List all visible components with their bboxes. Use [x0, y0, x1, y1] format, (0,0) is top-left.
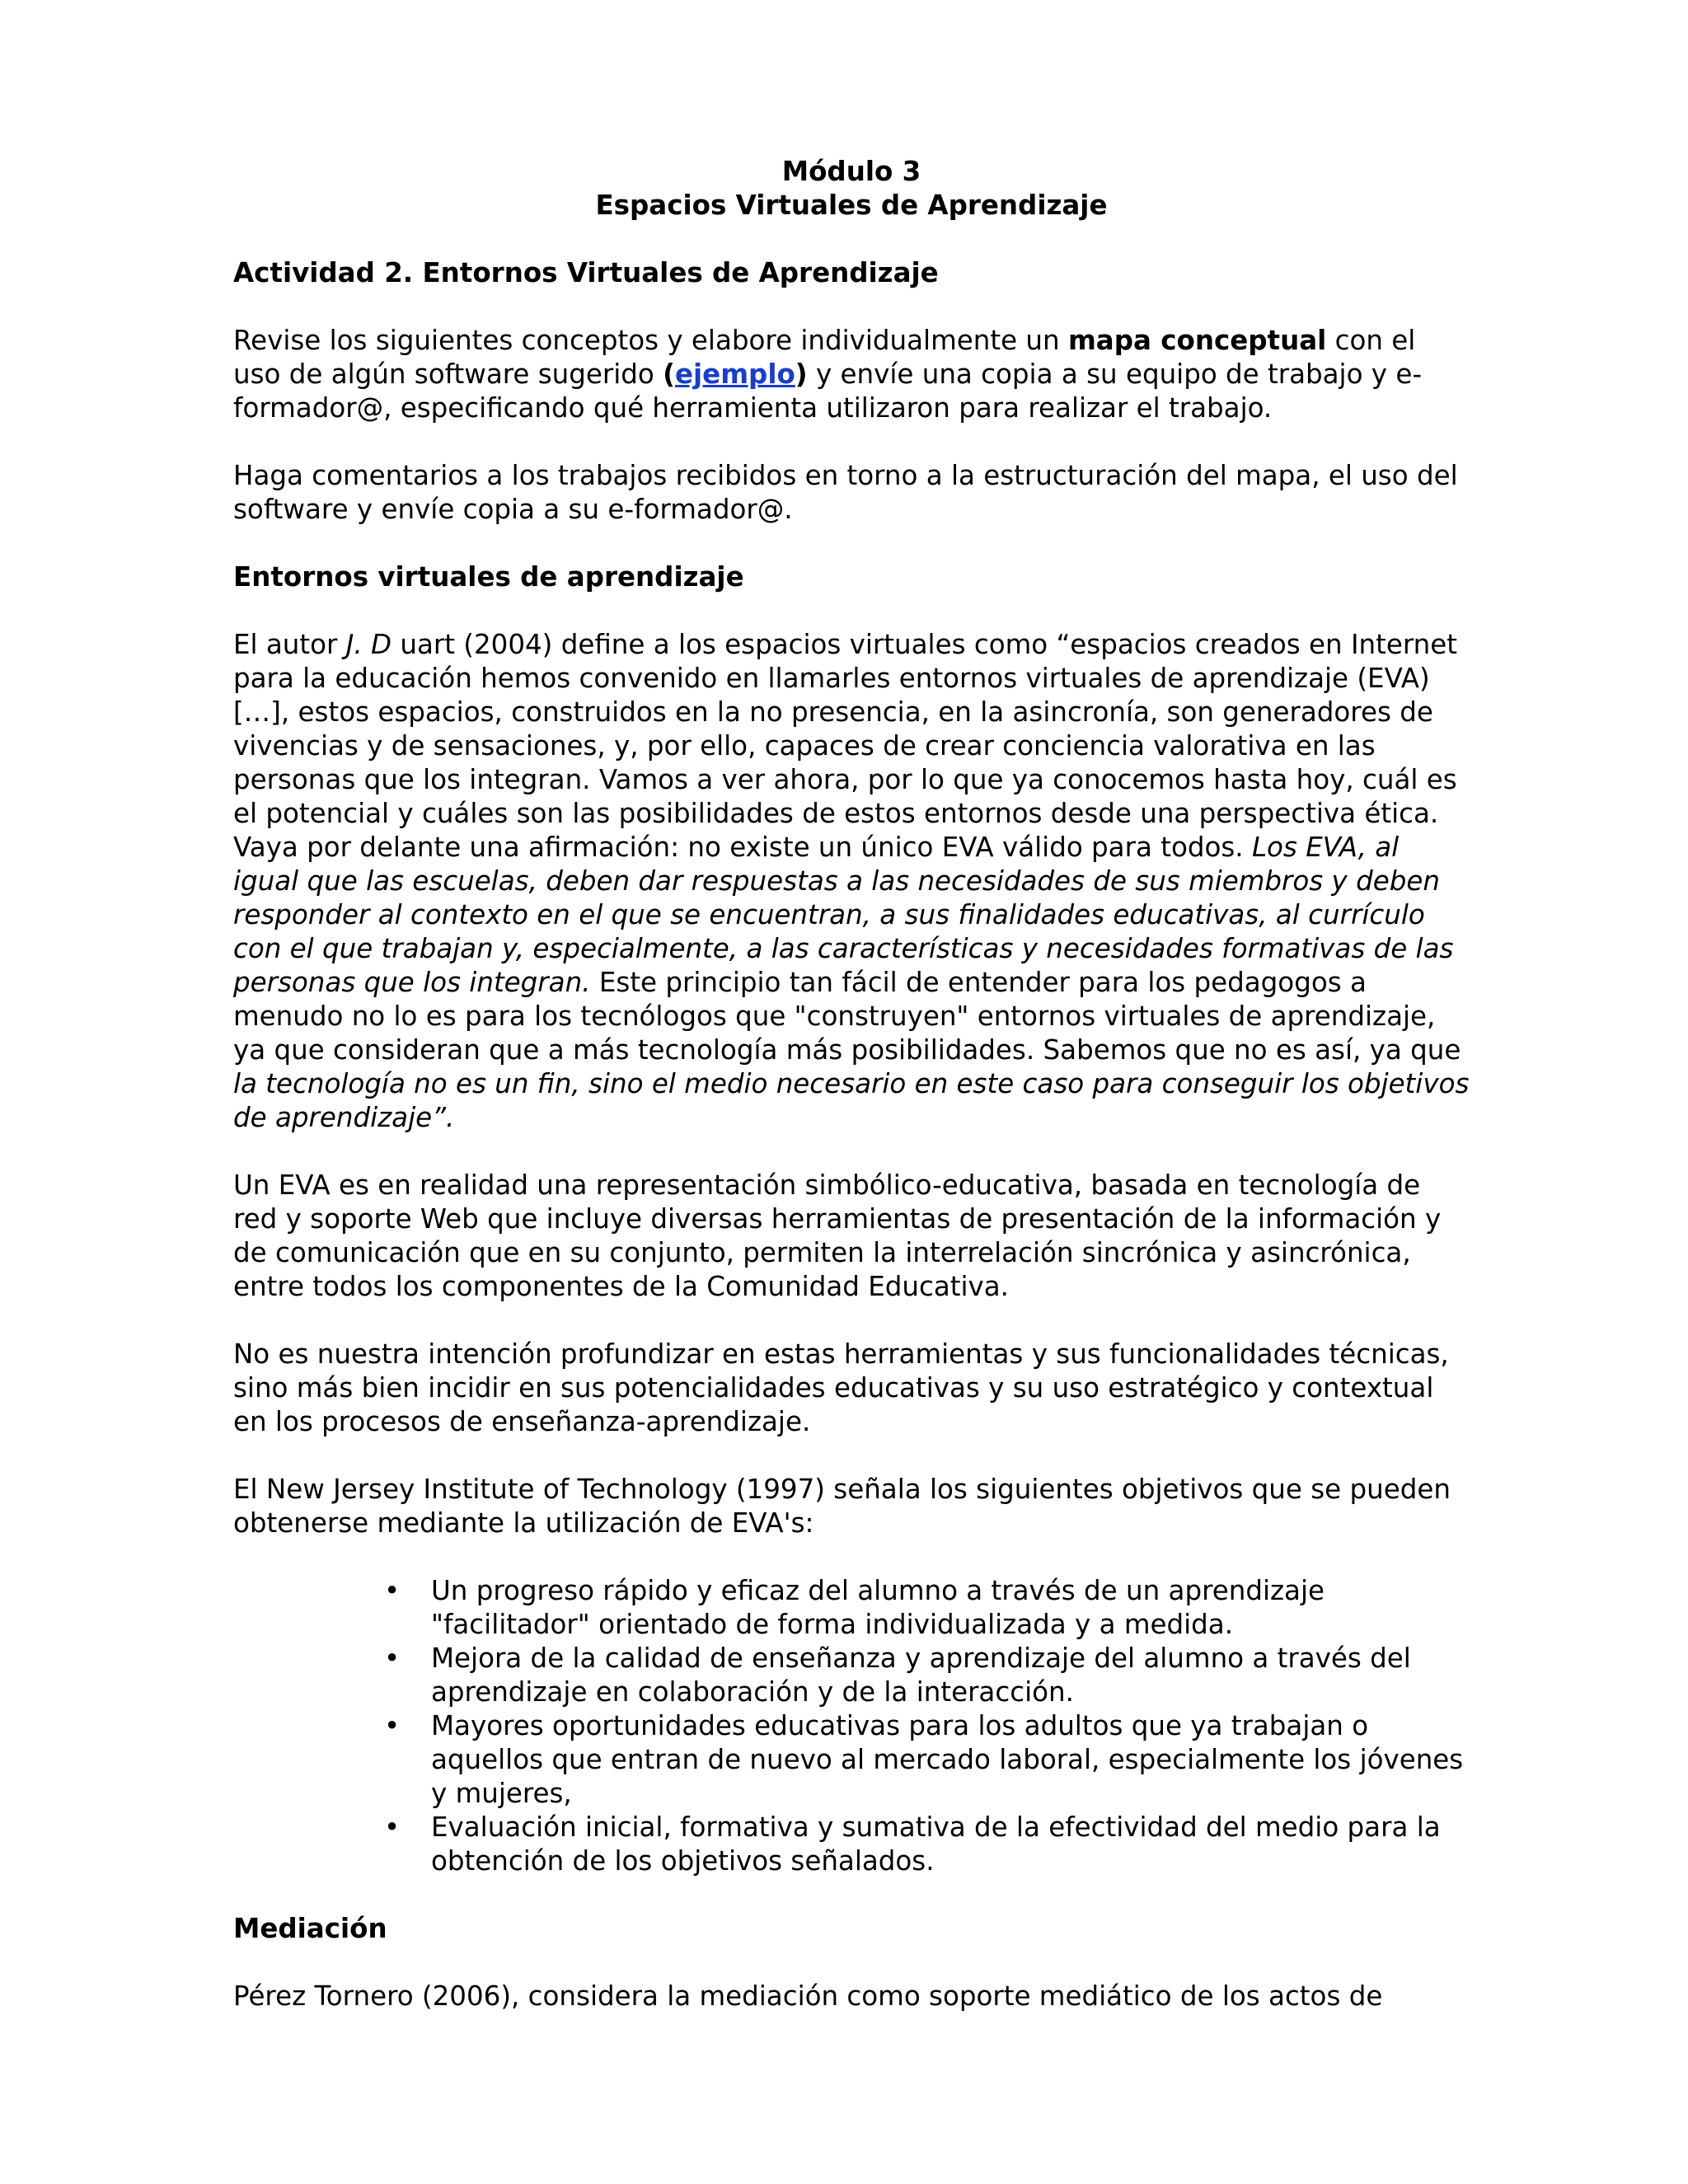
document-header	[233, 155, 1470, 223]
mediation-heading: Mediación	[233, 1913, 387, 1944]
eva-section-heading: Entornos virtuales de aprendizaje	[233, 561, 744, 593]
list-item: • Mejora de la calidad de enseñanza y aprendizaje del alumno a través del aprendizaje en colaboración y de la interacción.	[384, 1643, 1411, 1708]
list-item: • Mayores oportunidades educativas para los adultos que ya trabajan o aquellos que entran de nuevo al mercado laboral, especialmente los jóvenes y mujeres,	[384, 1710, 1464, 1809]
activity-comments-paragraph: Haga comentarios a los trabajos recibidos en torno a la estructuración del mapa, el uso del software y envíe copia a su e-formador@.	[233, 460, 1458, 525]
eva-italic-quote: Los EVA, al igual que las escuelas, deben dar respuestas a las necesidades de sus miembros y deben responder al contexto en el que se encuentran, a sus finalidades educativas, al currículo con el que trabajan y, especialmente, a las características y necesidades formativas de las personas que los integran.	[233, 832, 1454, 998]
document-content	[233, 155, 1470, 2013]
eva-definition-paragraph: El autor J. D uart (2004) define a los espacios virtuales como “espacios creados en Internet para la educación hemos convenido en llamarles entornos virtuales de aprendizaje (EVA)[…], estos espacios, construidos en la no presencia, en la asincronía, son generadores de vivencias y de sensaciones, y, por ello, capaces de crear conciencia valorativa en las personas que los integran. Vamos a ver ahora, por lo que ya conocemos hasta hoy, cuál es el potencial y cuáles son las posibilidades de estos entornos desde una perspectiva ética. Vaya por delante una afirmación: no existe un único EVA válido para todos. Los EVA, al igual que las escuelas, deben dar respuestas a las necesidades de sus miembros y deben responder al contexto en el que se encuentran, a sus finalidades educativas, al currículo con el que trabajan y, especialmente, a las características y necesidades formativas de las personas que los integran. Este principio tan fácil de entender para los pedagogos a menudo no lo es para los tecnólogos que "construyen" entornos virtuales de aprendizaje, ya que consideran que a más tecnología más posibilidades. Sabemos que no es así, ya que la tecnología no es un fin, sino el medio necesario en este caso para conseguir los objetivos de aprendizaje”.	[233, 629, 1470, 1133]
mediation-paragraph: Pérez Tornero (2006), considera la mediación como soporte mediático de los actos de	[233, 1980, 1383, 2012]
module-subtitle: Espacios Virtuales de Aprendizaje	[595, 190, 1108, 221]
list-item: • Un progreso rápido y eficaz del alumno a través de un aprendizaje "facilitador" orientado de forma individualizada y a medida.	[384, 1575, 1325, 1640]
bullet-icon: •	[384, 1811, 401, 1843]
author-name: J. D	[345, 629, 392, 660]
activity-heading: Actividad 2. Entornos Virtuales de Aprendizaje	[233, 257, 939, 288]
module-title: Módulo 3	[781, 156, 921, 187]
eva-intention-paragraph: No es nuestra intención profundizar en estas herramientas y sus funcionalidades técnicas, sino más bien incidir en sus potencialidades educativas y su uso estratégico y contextual en los procesos de enseñanza-aprendizaje.	[233, 1338, 1449, 1437]
njit-paragraph: El New Jersey Institute of Technology (1997) señala los siguientes objetivos que se pueden obtenerse mediante la utilización de EVA's:	[233, 1474, 1451, 1539]
activity-instructions: Revise los siguientes conceptos y elabore individualmente un mapa conceptual con el uso de algún software sugerido (ejemplo) y envíe una copia a su equipo de trabajo y e-formador@, especificando qué herramienta utilizaron para realizar el trabajo.	[233, 325, 1423, 424]
list-item: • Evaluación inicial, formativa y sumativa de la efectividad del medio para la obtención de los objetivos señalados.	[384, 1811, 1441, 1877]
bullet-icon: •	[384, 1643, 401, 1674]
objectives-list	[233, 1574, 1470, 1878]
eva-representation-paragraph: Un EVA es en realidad una representación simbólico-educativa, basada en tecnología de red y soporte Web que incluye diversas herramientas de presentación de la información y de comunicación que en su conjunto, permiten la interrelación sincrónica y asincrónica, entre todos los componentes de la Comunidad Educativa.	[233, 1169, 1442, 1302]
mapa-conceptual-bold: mapa conceptual	[1067, 325, 1327, 356]
bullet-icon: •	[384, 1575, 401, 1606]
technology-italic-quote: la tecnología no es un fin, sino el medio necesario en este caso para conseguir los objetivos de aprendizaje”.	[233, 1068, 1470, 1133]
bullet-icon: •	[384, 1710, 401, 1741]
ejemplo-link[interactable]: ejemplo	[674, 359, 795, 390]
